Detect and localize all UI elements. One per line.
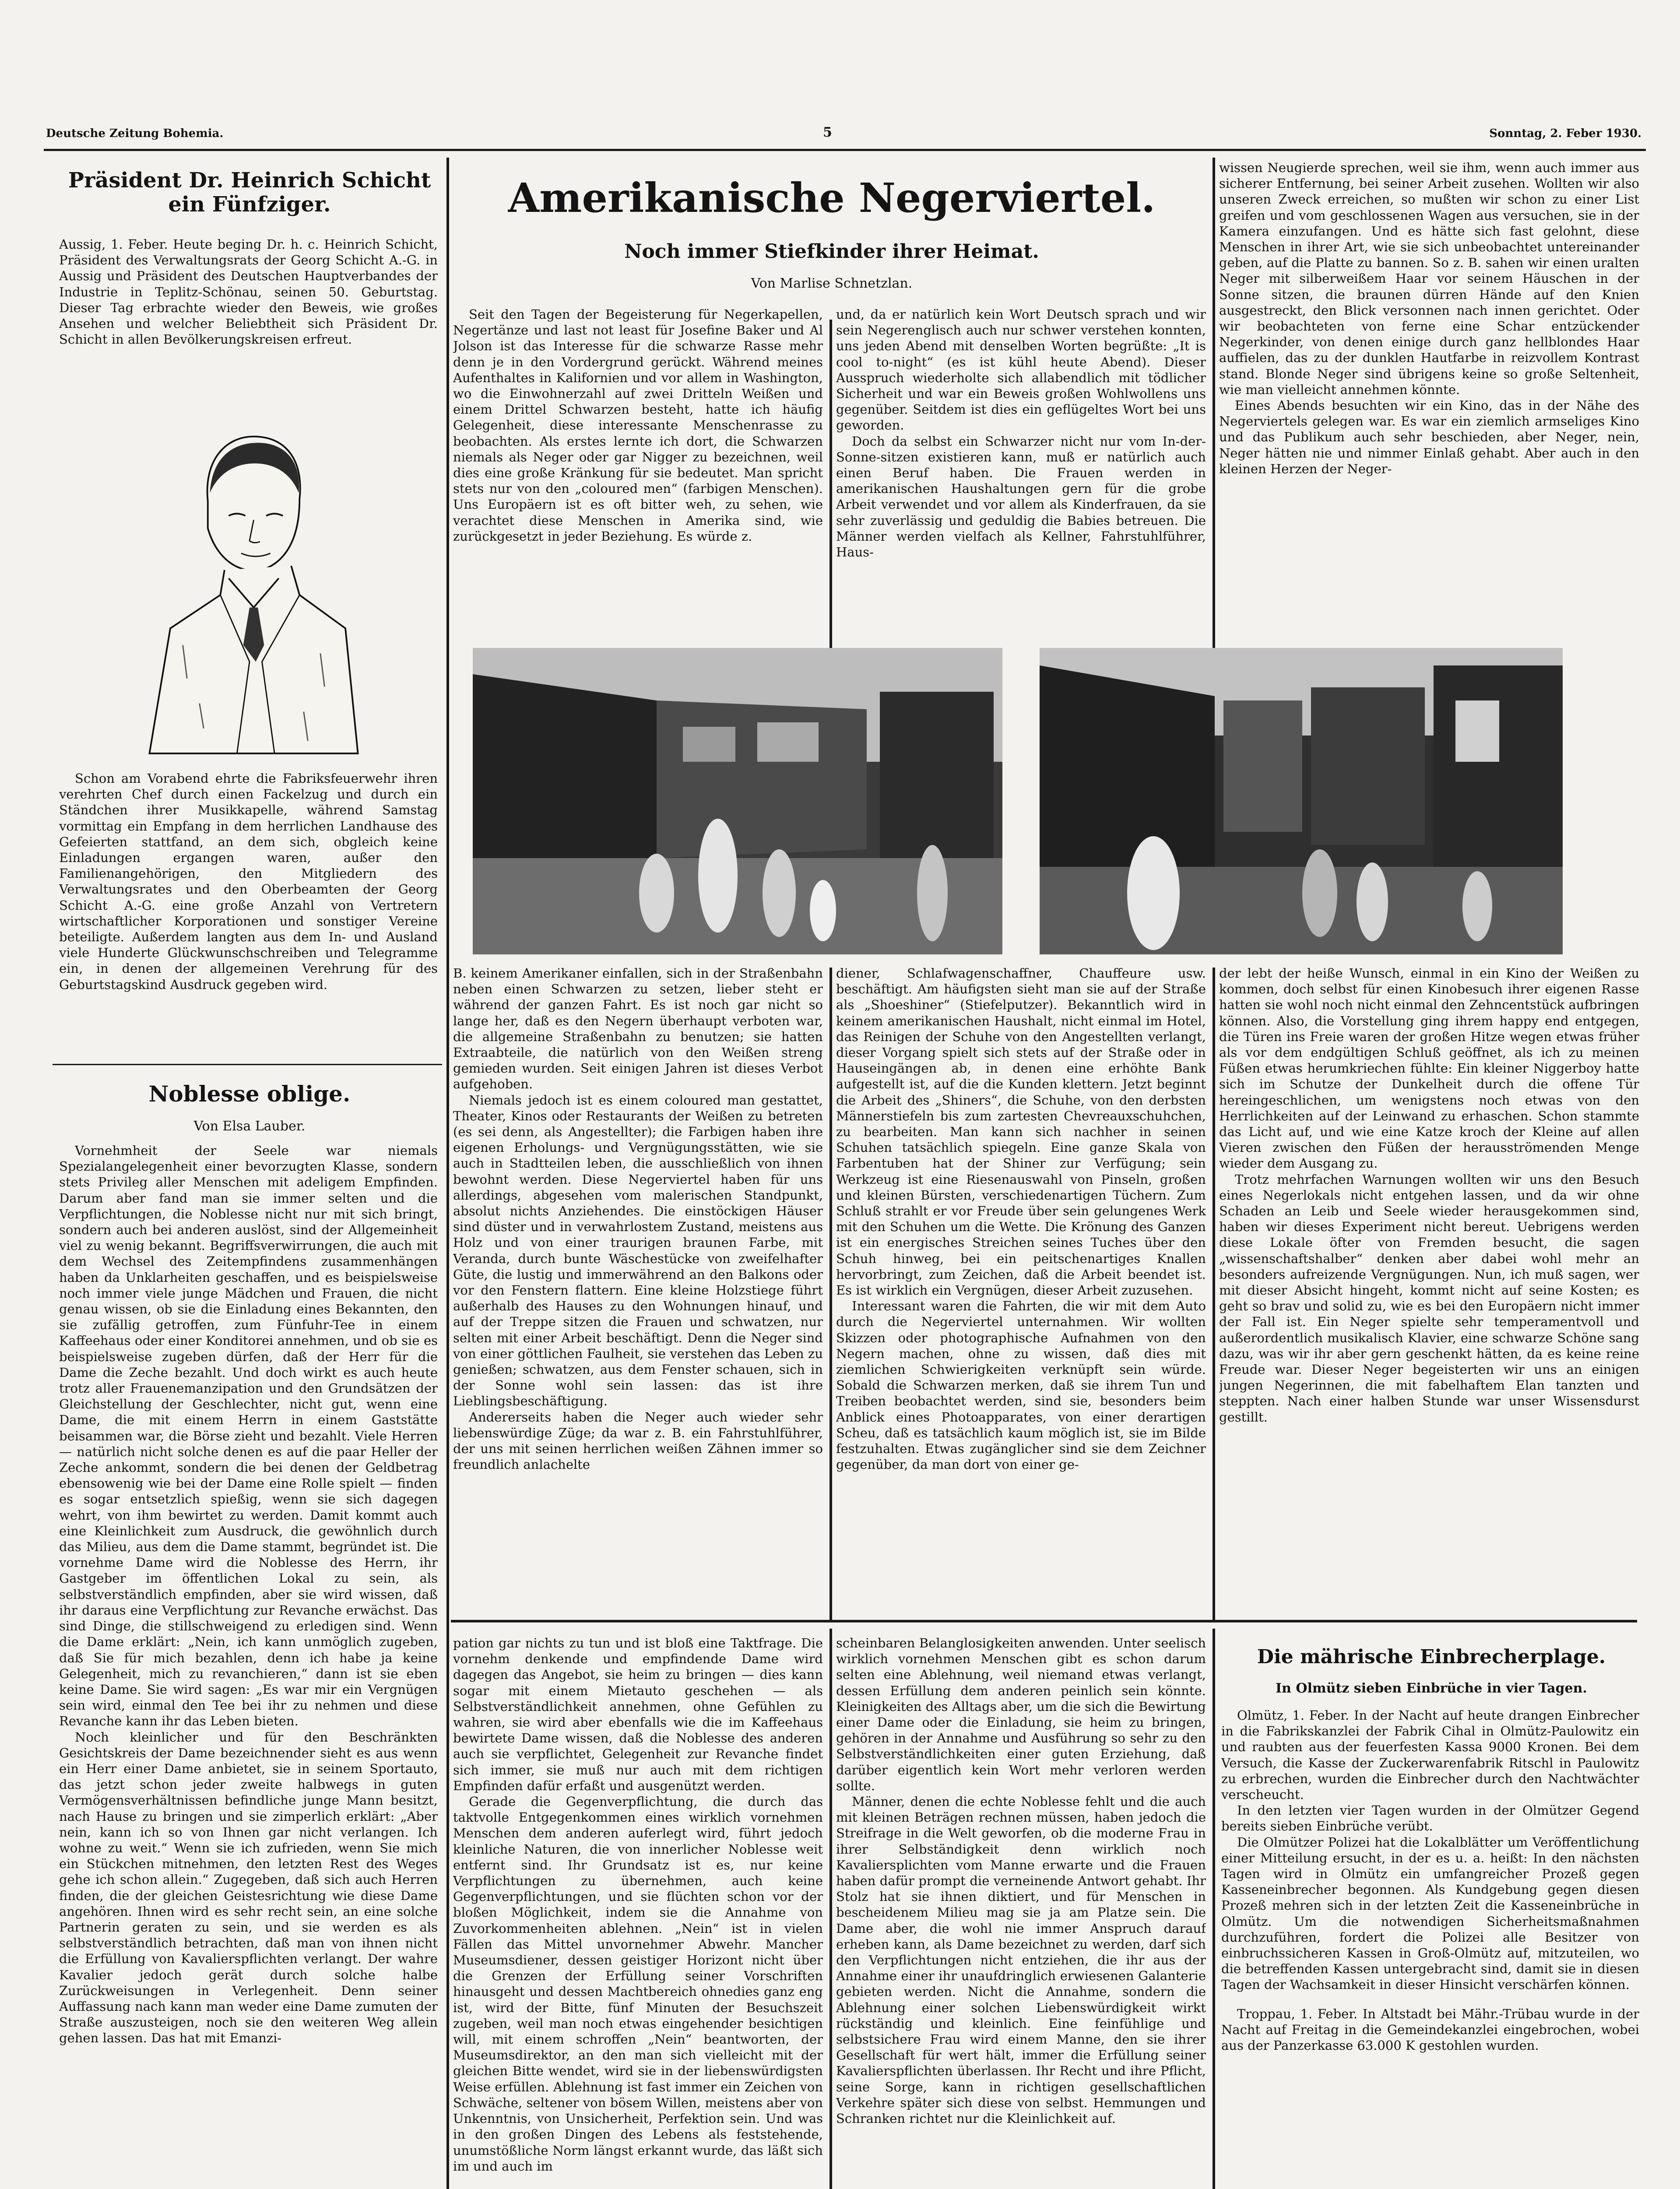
noblesse-paragraph: Gerade die Gegenverpflichtung, die durch das taktvolle Entgegenkommen eines wirklich vornehmen Menschen dem anderen auferlegt wird, führt jedoch kleinliche Naturen, die von innerlicher Noblesse weit entfernt sind. Ihr Grundsatz ist es, nur keine Verpflichtungen zu übernehmen, auch keine Gegenverpflichtungen, und sie flüchten schon vor der bloßen Möglichkeit, indem sie die Annahme von Zuvorkommenheiten ablehnen. „Nein“ ist in vielen Fällen das Mittel unvornehmer Abwehr. Mancher Museumsdiener, dessen geistiger Horizont nicht über die Grenzen der Erfüllung seiner Vorschriften hinausgeht und dessen Machtbereich ohnedies ganz eng ist, wird der Bitte, fünf Minuten der Besuchszeit zugeben, weil man noch etwas eingehender besichtigen will, mit einem schroffen „Nein“ beantworten, der Museumsdirektor, an den man sich vielleicht mit der gleichen Bitte wendet, wird sie in der liebenswürdigsten Weise erfüllen. Ablehnung ist fast immer ein Zeichen von Schwäche, seltener von bösem Willen, meistens aber von Unkenntnis, von Unsicherheit, Perfektion sein. Und was in den großen Dingen des Lebens als feststehende, unumstößliche Norm längst erkannt wurde, das läßt sich im und auch im: [453, 1794, 823, 2174]
noblesse-paragraph: scheinbaren Belanglosigkeiten anwenden. Unter seelisch wirklich vornehmen Menschen gibt es schon darum selten eine Ablehnung, weil niemand etwas verlangt, dessen Erfüllung dem anderen peinlich sein könnte. Kleinigkeiten des Alltags aber, um die sich die Bewirtung einer Dame oder die Einladung, sie heim zu bringen, gehören in der Annahme und Ausführung so sehr zu den Selbstverständlichkeiten einer guten Erziehung, daß darüber eigentlich kein Wort mehr verloren werden sollte.: [836, 1636, 1206, 1793]
column-rule-3: [1213, 1629, 1215, 2189]
negro-paragraph: Eines Abends besuchten wir ein Kino, das in der Nähe des Negerviertels gelegen war. Es war ein ziemlich armseliges Kino und das Publikum auch sehr beschieden, aber Neger, nein, Neger hätten nie und nimmer Einlaß gehabt. Aber auch in den kleinen Herzen der Neger-: [1219, 398, 1639, 476]
einbrecher-subtitle: In Olmütz sieben Einbrüche in vier Tagen.: [1276, 1681, 1587, 1696]
column-rule-2a: [829, 968, 832, 1620]
negro-paragraph: Interessant waren die Fahrten, die wir mit dem Auto durch die Negerviertel unternahmen. Wir wollten Skizzen oder photographische Aufnahmen von den Negern machen, ohne zu wissen, daß dies mit ziemlichen Schwierigkeiten verknüpft sein würde. Sobald die Schwarzen merken, daß sie ihrem Tun und Treiben beobachtet werden, sind sie, besonders beim Anblick eines Photoapparates, von einer derartigen Scheu, daß es tatsächlich kaum möglich ist, sie im Bilde festzuhalten. Etwas zugänglicher sind sie dem Zeichner gegenüber, da man dort von einer ge-: [836, 1299, 1206, 1472]
noblesse-body-col2: [453, 1635, 823, 2189]
column-rule-2: [829, 1629, 832, 2189]
noblesse-paragraph: Vornehmheit der Seele war niemals Spezialangelegenheit einer bevorzugten Klasse, sondern stets Privileg aller Menschen mit adeligem Empfinden. Darum aber fand man sie immer selten und die Verpflichtungen, die Noblesse nicht nur mit sich bringt, sondern auch bei anderen auslöst, sind der Allgemeinheit viel zu wenig bekannt. Begriffsverwirrungen, die auch mit dem Wechsel des Zeitempfindens zusammenhängen haben da Unklarheiten geschaffen, und es beispielsweise noch immer viele junge Mädchen und Frauen, die nicht genau wissen, ob sie die Einladung eines Bekannten, den sie zufällig getroffen, zum Fünfuhr-Tee in einem Kaffeehaus oder einer Konditorei annehmen, und ob sie es beispielsweise zugeben dürfen, daß der Herr für die Dame die Zeche bezahlt. Und doch wirkt es auch heute trotz aller Frauenemanzipation und den Grundsätzen der Gleichstellung der Geschlechter, nicht gut, wenn eine Dame, die mit einem Herrn in einem Gaststätte beisammen war, die Börse zieht und bezahlt. Viele Herren — natürlich nicht solche denen es auf die paar Heller der Zeche ankommt, sondern die bei denen der Geldbetrag ebensowenig wie bei der Dame eine Rolle spielt — finden es sogar entsetzlich spießig, wenn sie sich dagegen wehrt, von ihm bewirtet zu werden. Damit kommt auch eine Kleinlichkeit zum Ausdruck, die gewöhnlich durch das Milieu, aus dem die Dame stammt, begründet ist. Die vornehme Dame wird die Noblesse des Herrn, ihr Gastgeber im öffentlichen Lokal zu sein, als selbstverständlich empfinden, aber sie wird wissen, daß ihr daraus eine Verpflichtung zur Revanche erwächst. Das sind Dinge, die stillschweigend zu erledigen sind. Wenn die Dame erklärt: „Nein, ich kann unmöglich zugeben, daß Sie für mich bezahlen, denn ich habe ja keine Gelegenheit, mich zu revanchieren,“ dann ist sie eben keine Dame. Sie wird sagen: „Es war mir ein Vergnügen sein wird, einmal den Tee bei ihr zu nehmen und diese Revanche kann ihr das Leben bieten.: [59, 1143, 438, 1729]
header-rule: [44, 149, 1646, 151]
negro-paragraph: Andererseits haben die Neger auch wieder sehr liebenswürdige Züge; da war z. B. ein Fahrstuhlführer, der uns mit seinen herrlichen weißen Zähnen immer so freundlich anlachelte: [453, 1409, 823, 1472]
schacht-title: Präsident Dr. Heinrich Schicht ein Fünfziger.: [68, 168, 431, 217]
page-number: 5: [823, 125, 832, 140]
negro-paragraph: Doch da selbst ein Schwarzer nicht nur vom In-der-Sonne-sitzen existieren kann, muß er natürlich auch einen Beruf haben. Die Frauen werden in amerikanischen Haushaltungen gern für die grobe Arbeit verwendet und vor allem als Kinderfrauen, da sie sehr zuverlässig und geduldig die Babies betreuen. Die Männer werden vielfach als Kellner, Fahrstuhlführer, Haus-: [836, 433, 1206, 560]
negro-byline: Von Marlise Schnetzlan.: [751, 276, 913, 291]
noblesse-paragraph: Noch kleinlicher und für den Beschränkten Gesichtskreis der Dame bezeichnender sieht es aus wenn ein Herr einer Dame anbietet, sie in seinem Sportauto, das jetzt schon jeder zweite halbwegs in guten Vermögensverhältnissen befindliche junge Mann besitzt, nach Hause zu bringen und sie zimperlich erklärt: „Aber nein, kann ich so von Ihnen gar nicht verlangen. Ich wohne zu weit.“ Wenn sie ich zufrieden, wenn Sie mich ein Stückchen mitnehmen, den letzten Rest des Weges gehe ich schon allein.“ Zugegeben, daß sich auch Herren finden, die der gleichen Geistesrichtung wie diese Dame angehören. Ihnen wird es sehr recht sein, an eine solche Partnerin geraten zu sein, und sie werden es als selbstverständlich betrachten, daß man von ihnen nicht die Erfüllung von Kavalierspflichten verlangt. Der wahre Kavalier jedoch gerät durch solche halbe Zurückweisungen in Verlegenheit. Denn seiner Auffassung nach kann man weder eine Dame zumuten der Straße auszusteigen, noch sie den weiteren Weg allein gehen lassen. Das hat mit Emanzi-: [59, 1729, 438, 2046]
negro-top-col2: [836, 306, 1206, 648]
noblesse-paragraph: Männer, denen die echte Noblesse fehlt und die auch mit kleinen Beträgen rechnen müssen, haben jedoch die Streifrage in die Welt geworfen, ob die moderne Frau in ihrer Selbständigkeit denn wirklich noch Kavaliersplichten vom Manne erwarte und die Frauen haben dafür prompt die verneinende Antwort gehabt. Ihr Stolz hat sie ihnen diktiert, und für Menschen in bescheidenem Milieu mag sie ja am Platze sein. Die Dame aber, die wohl nie immer Anspruch darauf erheben kann, als Dame bezeichnet zu werden, darf sich den Verpflichtungen nicht entziehen, die ihr aus der Annahme einer ihr unaufdringlich erwiesenen Galanterie gebieten werden. Nicht die Annahme, sondern die Ablehnung einer solchen Liebenswürdigkeit wirkt rückständig und kleinlich. Eine feinfühlige und selbstsichere Frau wird einem Manne, den sie ihrer Gesellschaft für wert hält, immer die Erfüllung seiner Kavalierspflichten überlassen. Ihr Recht und ihre Pflicht, seine Sorge, kann in richtigen gesellschaftlichen Verkehre später sich diese von selbst. Hemmungen und Schranken richtet nur die Kleinlichkeit auf.: [836, 1794, 1206, 2126]
negro-paragraph: Niemals jedoch ist es einem coloured man gestattet, Theater, Kinos oder Restaurants der Weißen zu betreten (es sei denn, als Angestellter); die Farbigen haben ihre eigenen Erholungs- und Vergnügungsstätten, wie sie auch in Stadtteilen leben, die ausschließlich von ihnen bewohnt werden. Diese Negerviertel haben für uns allerdings, abgesehen vom malerischen Standpunkt, absolut nichts Anziehendes. Die einstöckigen Häuser sind düster und in verwahrlostem Zustand, meistens aus Holz und von einer traurigen braunen Farbe, mit Veranda, durch bunte Wäschestücke von zweifelhafter Güte, die lustig und immerwährend an den Balkons oder vor den Fenstern flattern. Eine kleine Holzstiege führt außerhalb des Hauses zu den Wohnungen hinauf, und auf der Treppe sitzen die Frauen und schwatzen, nur selten mit einer Arbeit beschäftigt. Denn die Neger sind von einer göttlichen Faulheit, sie verstehen das Leben zu genießen; schwatzen, aus dem Fenster schauen, sich in der Sonne wohl sein lassen: das ist ihre Lieblingsbeschäftigung.: [453, 1092, 823, 1409]
negro-paragraph: B. keinem Amerikaner einfallen, sich in der Straßenbahn neben einen Schwarzen zu setzen, lieber steht er während der ganzen Fahrt. Es ist noch gar nicht so lange her, daß es den Negern überhaupt verboten war, die allgemeine Straßenbahn zu benutzen; sie hatten Extraabteile, die natürlich von den Weißen streng gemieden wurden. Seit einigen Jahren ist dieses Verbot aufgehoben.: [453, 966, 823, 1092]
noblesse-byline: Von Elsa Lauber.: [193, 1119, 306, 1134]
noblesse-title: Noblesse oblige.: [148, 1081, 351, 1107]
negro-bottom-rule: [451, 1620, 1637, 1622]
column-rule-3b: [1213, 320, 1215, 648]
negro-paragraph: der lebt der heiße Wunsch, einmal in ein Kino der Weißen zu kommen, doch selbst für einen Kinobesuch ihrer eigenen Rasse hatten sie wohl noch nicht einmal den Zehncentstück aufbringen können. Also, die Vorstellung ging ihrem happy end entgegen, die Türen ins Freie waren der großen Hitze wegen etwas früher als vor dem endgültigen Schluß geöffnet, als ich zu meinen Füßen etwas herumkriechen fühlte: Ein kleiner Niggerboy hatte sich im Schutze der Dunkelheit durch die offene Tür hereingeschlichen, um wenigstens noch etwas von den Herrlichkeiten auf der Leinwand zu erhaschen. Schon stammte das Licht auf, und wie eine Katze kroch der Kleine auf allen Vieren zwischen den Füßen der herausströmenden Menge wieder dem Ausgang zu.: [1219, 966, 1639, 1171]
running-header-right: Sonntag, 2. Feber 1930.: [1489, 127, 1641, 140]
column-rule-2b: [829, 320, 832, 648]
column-rule-4b: [1213, 968, 1215, 1620]
negro-top-col3: [1219, 160, 1639, 648]
einbrecher-body: [1221, 1707, 1639, 2189]
negro-bottom-col2: [836, 965, 1206, 1618]
noblesse-body-col3: [836, 1635, 1206, 2189]
street-photo-right: [1040, 648, 1563, 954]
schacht-body-2: Schon am Vorabend ehrte die Fabriksfeuerwehr ihren verehrten Chef durch einen Fackelzug und durch ein Ständchen ihrer Musikkapelle, während Samstag vormittag ein Empfang in dem herrlichen Landhause des Gefeierten stattfand, an dem sich, obgleich keine Einladungen ergangen waren, außer den Familienangehörigen, den Mitgliedern des Verwaltungsrates und den Oberbeamten der Georg Schicht A.-G. eine große Anzahl von Vertretern wirtschaftlicher Korporationen und sonstiger Vereine beteiligte. Außerdem langten aus dem In- und Ausland viele Hunderte Glückwunschschreiben und Telegramme ein, in denen der allgemeinen Verehrung für des Geburtstagskind Ausdruck gegeben wird.: [59, 771, 438, 992]
einbrecher-paragraph: Troppau, 1. Feber. In Altstadt bei Mähr.-Trübau wurde in der Nacht auf Freitag in die Gemeindekanzlei eingebrochen, wobei aus der Panzerkasse 63.000 K gestohlen wurden.: [1221, 2006, 1639, 2053]
noblesse-top-rule: [53, 1064, 442, 1065]
negro-paragraph: Trotz mehrfachen Warnungen wollten wir uns den Besuch eines Negerlokals nicht entgehen lassen, und da wir ohne Schaden an Leib und Seele wieder herausgekommen sind, haben wir dieses Experiment nicht bereut. Uebrigens werden diese Lokale öfter von Fremden besucht, die sagen „wissenschaftshalber“ denken aber dabei wohl mehr an besonders aufreizende Vergnügungen. Nun, ich muß sagen, wer mit dieser Absicht hingeht, kommt nicht auf seine Kosten; es geht so brav und solid zu, wie es bei den Europäern nicht immer der Fall ist. Ein Neger spielte sehr temperamentvoll und außerordentlich musikalisch Klavier, eine schwarze Schöne sang dazu, was wir ihr aber gern geschenkt hätten, da es keine reine Freude war. Dieser Neger begeisterten wir uns an einigen jungen Negerinnen, die mit fabelhaftem Elan tanzten und steppten. Nach einer halben Stunde war unser Wissensdurst gestillt.: [1219, 1172, 1639, 1425]
einbrecher-paragraph: Die Olmützer Polizei hat die Lokalblätter um Veröffentlichung einer Mitteilung ersucht, in der es u. a. heißt: In den nächsten Tagen wird in Olmütz ein umfangreicher Prozeß gegen Kasseneinbrecher begonnen. Als Kundgebung gegen diesen Prozeß mehren sich in der letzten Zeit die Kasseneinbrüche in Olmütz. Um die notwendigen Sicherheitsmaßnahmen durchzuführen, fordert die Polizei alle Besitzer von einbruchssicheren Kassen in Groß-Olmütz auf, mitzuteilen, wo die betreffenden Kassen untergebracht sind, damit sie in diesen Tagen der Wachsamkeit in dieser Hinsicht verschärfen können.: [1221, 1834, 1639, 1992]
einbrecher-paragraph: Olmütz, 1. Feber. In der Nacht auf heute drangen Einbrecher in die Fabrikskanzlei der Fabrik Cihal in Olmütz-Paulowitz ein und raubten aus der feuerfesten Kassa 9000 Kronen. Bei dem Versuch, die Kasse der Zuckerwarenfabrik Ritschl in Paulowitz zu erbrechen, wurden die Einbrecher durch den Nachtwächter verscheucht.: [1221, 1708, 1639, 1802]
running-header-left: Deutsche Zeitung Bohemia.: [46, 127, 224, 140]
einbrecher-paragraph: In den letzten vier Tagen wurden in der Olmützer Gegend bereits sieben Einbrüche verübt.: [1221, 1803, 1639, 1834]
street-photo-left: [473, 648, 1002, 954]
negro-paragraph: diener, Schlafwagenschaffner, Chauffeure usw. beschäftigt. Am häufigsten sieht man sie auf der Straße als „Shoeshiner“ (Stiefelputzer). Bekanntlich wird in keinem amerikanischen Haushalt, nicht einmal im Hotel, das Reinigen der Schuhe von den Angestellten verlangt, dieser Vorgang spielt sich stets auf der Straße oder in Hauseingängen ab, in denen eine erhöhte Bank aufgestellt ist, auf die die Kunden klettern. Jetzt beginnt die Arbeit des „Shiners“, die Schuhe, von den derbsten Männerstiefeln bis zum zartesten Chevreauxschuhchen, zu bearbeiten. Man kann sich nachher in seinen Schuhen tatsächlich spiegeln. Eine ganze Skala von Farbentuben hat der Shiner zur Verfügung; sein Werkzeug ist eine Riesenauswahl von Pinseln, großen und kleinen Bürsten, verschiedenartigen Tüchern. Zum Schluß strahlt er vor Freude über sein gelungenes Werk mit den Schuhen um die Wette. Die Krönung des Ganzen ist ein energisches Streichen seines Tuches über den Schuh hinweg, bei ein peitschenartiges Knallen hervorbringt, zum Zeichen, daß die Arbeit beendet ist. Es ist wirklich ein Vergnügen, dieser Arbeit zuzusehen.: [836, 966, 1206, 1298]
noblesse-body-col1: [59, 1143, 438, 2189]
negro-paragraph: und, da er natürlich kein Wort Deutsch sprach und wir sein Negerenglisch auch nur schwer verstehen konnten, uns jeden Abend mit denselben Worten begrüßte: „It is cool to-night“ (es ist kühl heute Abend). Dieser Ausspruch wiederholte sich allabendlich mit tödlicher Sicherheit und war ein Beweis großen Wohlwollens uns gegenüber. Seitdem ist dies ein geflügeltes Wort bei uns geworden.: [836, 307, 1206, 433]
schacht-portrait: [114, 412, 385, 762]
column-rule-1: [446, 158, 449, 2189]
schacht-body-1: Aussig, 1. Feber. Heute beging Dr. h. c. Heinrich Schicht, Präsident des Verwaltungsrats der Georg Schicht A.-G. in Aussig und Präsident des Deutschen Hauptverbandes der Industrie in Teplitz-Schönau, seinen 50. Geburtstag. Dieser Tag erbrachte wieder den Beweis, wie großes Ansehen und welcher Beliebtheit sich Präsident Dr. Schicht in allen Bevölkerungskreisen erfreut.: [59, 237, 438, 347]
einbrecher-title: Die mährische Einbrecherplage.: [1257, 1646, 1606, 1668]
negro-bottom-col3: [1219, 965, 1639, 1618]
noblesse-paragraph: pation gar nichts zu tun und ist bloß eine Taktfrage. Die vornehm denkende und empfindende Dame wird dagegen das Angebot, sie heim zu bringen — dies kann sogar mit einem Mietauto geschehen — als Selbstverständlichkeit annehmen, ohne Gefühlen zu wahren, sie wird aber ebenfalls wie die im Kaffeehaus bewirtete Dame wissen, daß die Noblesse des anderen auch sie verpflichtet, Gelegenheit zur Revanche findet sich immer, sie muß nur auch mit dem richtigen Empfinden dafür erfaßt und ausgenützt werden.: [453, 1636, 823, 1793]
negro-paragraph: wissen Neugierde sprechen, weil sie ihm, wenn auch immer aus sicherer Entfernung, bei seiner Arbeit zusehen. Wollten wir also unseren Zweck erreichen, so mußten wir schon zu einer List greifen und vom geschlossenen Wagen aus versuchen, sie in der Kamera einzufangen. Und es hätte sich fast gelohnt, diese Menschen in ihrer Art, wie sie sich unbeobachtet untereinander geben, auf die Platte zu bannen. So z. B. sahen wir einen uralten Neger mit silberweißem Haar vor seinem Häuschen in der Sonne sitzen, die braunen dürren Hände auf den Knien ausgestreckt, den Blick versonnen nach innen gerichtet. Oder wir beobachteten von ferne eine Schar entzückender Negerkinder, von denen einige durch ganz hellblondes Haar auffielen, das zu der dunklen Hautfarbe in reizvollem Kontrast stand. Blonde Neger sind übrigens keine so große Seltenheit, wie man vielleicht annehmen könnte.: [1219, 160, 1639, 397]
negro-top-col1: Seit den Tagen der Begeisterung für Negerkapellen, Negertänze und last not least für Josefine Baker und Al Jolson ist das Interesse für die schwarze Rasse mehr denn je in den Vordergrund gerückt. Während meines Aufenthaltes in Kalifornien und vor allem in Washington, wo die Einwohnerzahl auf zwei Dritteln Weißen und einem Drittel Schwarzen besteht, hatte ich häufig Gelegenheit, diese interessante Menschenrasse zu beobachten. Als erstes lernte ich dort, die Schwarzen niemals als Neger oder gar Nigger zu bezeichnen, weil dies eine große Kränkung für sie bedeutet. Man spricht stets nur von den „coloured men“ (farbigen Menschen). Uns Europäern ist es oft bitter weh, zu sehen, wie verachtet diese Menschen in Amerika sind, wie zurückgesetzt in jeder Beziehung. Es würde z.: [453, 307, 823, 544]
negro-bottom-col1: [453, 965, 823, 1618]
negro-title: Amerikanische Negerviertel.: [508, 174, 1156, 222]
negro-subtitle: Noch immer Stiefkinder ihrer Heimat.: [624, 240, 1039, 263]
